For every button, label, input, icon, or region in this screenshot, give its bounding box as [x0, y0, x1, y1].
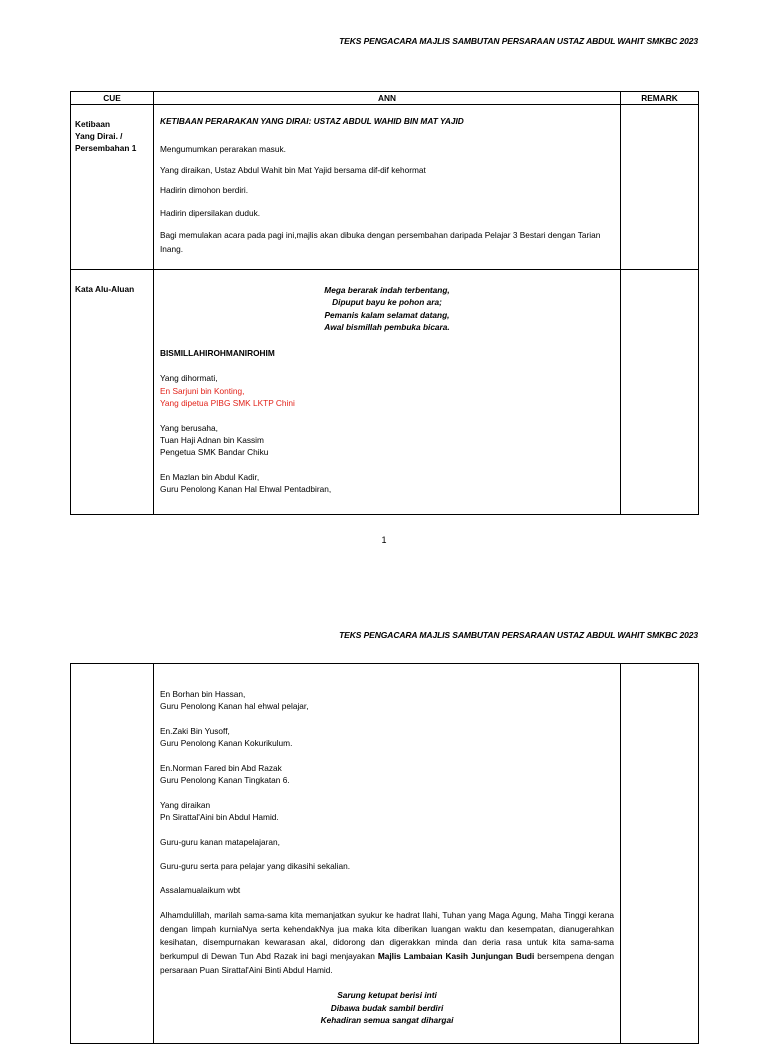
poem-line: Kehadiran semua sangat dihargai [320, 1015, 454, 1026]
remark-cell [621, 270, 699, 515]
table-row [71, 664, 699, 1044]
recipient-line: Guru Penolong Kanan Hal Ehwal Pentadbiran, [160, 484, 332, 495]
recipient-line: En.Norman Fared bin Abd Razak [160, 762, 282, 773]
poem-line: Awal bismillah pembuka bicara. [324, 322, 450, 333]
paragraph-text: Alhamdulillah, marilah sama-sama kita memanjatkan syukur ke hadrat Ilahi, Tuhan yang Maga Agung, Maha Tinggi kerana dengan limpah kurniaNya serta kehendakNya jua maka kita diberikan luangan waktu dan kesempatan, dianugerahkan kesihatan, disempurnakan kewarasan akal, didorong dan digerakkan minda dan deria rasa untuk kita sama-sama berkumpul di Dewan Tun Abd Razak ini bagi menjayakan [160, 909, 614, 961]
cue-cell [71, 664, 154, 1044]
red-line: En Sarjuni bin Konting, [160, 385, 245, 396]
header-cue: CUE [71, 92, 154, 105]
script-table-2 [70, 663, 699, 1044]
cue-line: Persembahan 1 [75, 143, 137, 154]
recipient-line: Tuan Haji Adnan bin Kassim [160, 434, 264, 445]
recipient-block [160, 762, 614, 787]
recipient-line: Guru Penolong Kanan Tingkatan 6. [160, 775, 290, 786]
ann-line: Guru-guru kanan matapelajaran, [160, 836, 280, 847]
page-header-2: TEKS PENGACARA MAJLIS SAMBUTAN PERSARAAN USTAZ ABDUL WAHIT SMKBC 2023 [339, 630, 698, 640]
recipient-block [160, 471, 614, 496]
script-table-1 [70, 91, 699, 515]
recipient-line: En.Zaki Bin Yusoff, [160, 725, 230, 736]
header-remark: REMARK [621, 92, 699, 105]
ann-line: Guru-guru serta para pelajar yang dikasihi sekalian. [160, 860, 351, 871]
ann-line: Assalamualaikum wbt [160, 885, 241, 896]
ann-line: Hadirin dipersilakan duduk. [160, 207, 261, 218]
ann-cell [154, 105, 621, 270]
recipient-line: Yang diraikan [160, 799, 211, 810]
event-name: Majlis Lambaian Kasih Junjungan Budi [377, 950, 535, 961]
closing-pantun [160, 989, 614, 1026]
table-row [71, 105, 699, 270]
ann-line: Mengumumkan perarakan masuk. [160, 144, 286, 155]
red-line: Yang dipetua PIBG SMK LKTP Chini [160, 398, 295, 409]
page-number: 1 [381, 535, 387, 545]
recipient-block [160, 799, 614, 824]
cue-cell: Kata Alu-Aluan [71, 270, 154, 515]
cue-line: Yang Dirai. / [75, 131, 123, 142]
ann-line: Yang diraikan, Ustaz Abdul Wahit bin Mat Yajid bersama dif-dif kehormat [160, 164, 426, 175]
recipient-line: Pengetua SMK Bandar Chiku [160, 447, 269, 458]
recipient-block [160, 725, 614, 750]
greeting: Yang dihormati, [160, 373, 218, 384]
recipient-line: Guru Penolong Kanan hal ehwal pelajar, [160, 701, 309, 712]
paragraph-text: bersempena dengan persaraan Puan Sirattal'Aini Binti Abdul Hamid. [160, 950, 614, 975]
ann-line: Bagi memulakan acara pada pagi ini,majlis akan dibuka dengan persembahan daripada Pelajar 3 Bestari dengan Tarian Inang. [160, 230, 601, 254]
remark-cell [621, 664, 699, 1044]
bismillah: BISMILLAHIROHMANIROHIM [160, 347, 275, 358]
poem-line: Sarung ketupat berisi inti [337, 990, 437, 1001]
ann-cell [154, 270, 621, 515]
recipient-block [160, 422, 614, 459]
section-title: KETIBAAN PERARAKAN YANG DIRAI: USTAZ ABDUL WAHID BIN MAT YAJID [160, 116, 464, 126]
recipient-block [160, 688, 614, 713]
cue-cell [71, 105, 154, 270]
recipient-line: En Borhan bin Hassan, [160, 689, 246, 699]
poem-line: Dipuput bayu ke pohon ara; [332, 297, 442, 308]
ann-line: Hadirin dimohon berdiri. [160, 185, 249, 196]
opening-pantun [160, 284, 614, 334]
cue-line: Ketibaan [75, 119, 111, 129]
recipient-line: Guru Penolong Kanan Kokurikulum. [160, 738, 293, 749]
recipient-line: Pn Sirattal'Aini bin Abdul Hamid. [160, 812, 279, 823]
poem-line: Dibawa budak sambil berdiri [330, 1002, 444, 1013]
table-row [71, 270, 699, 515]
ann-cell [154, 664, 621, 1044]
header-ann: ANN [154, 92, 621, 105]
poem-line: Mega berarak indah terbentang, [324, 285, 450, 295]
remark-cell [621, 105, 699, 270]
recipient-line: Yang berusaha, [160, 422, 218, 433]
opening-paragraph [160, 909, 614, 977]
page-header-1: TEKS PENGACARA MAJLIS SAMBUTAN PERSARAAN USTAZ ABDUL WAHIT SMKBC 2023 [339, 36, 698, 46]
recipient-line: En Mazlan bin Abdul Kadir, [160, 471, 260, 482]
table-header-row [71, 92, 699, 105]
poem-line: Pemanis kalam selamat datang, [324, 309, 450, 320]
